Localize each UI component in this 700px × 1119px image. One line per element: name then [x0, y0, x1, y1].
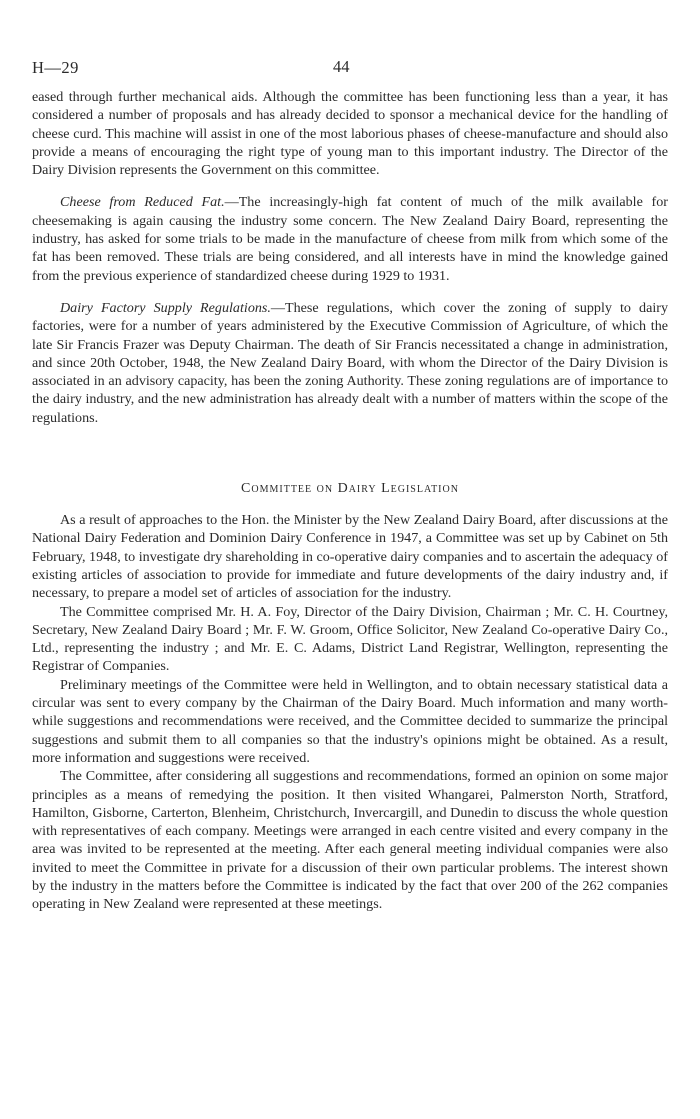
- paragraph-text: —These regulations, which cover the zoning of supply to dairy factories, were for a number of years administered by the Executive Commission of Agriculture, of which the late Sir Francis Frazer was Deputy Chairman. The death of Sir Francis necessitated a change in administration, and since 20th October, 1948, the New Zealand Dairy Board, with whom the Director of the Dairy Division is associated in an advisory capacity, has been the zoning Authority. These zoning regulations are of importance to the dairy industry, and the new administration has already dealt with a number of matters within the scope of the regulations.: [32, 299, 669, 426]
- paragraph-text: —The increasingly-high fat content of much of the milk available for cheesemaking is again causing the industry some concern. The New Zealand Dairy Board, representing the industry, has asked for some trials to be made in the manufacture of cheese from milk from which some of the fat has been removed. These trials are being considered, and all interests have in mind the knowledge gained from the previous experience of standardized cheese during 1929 to 1931.: [32, 194, 668, 284]
- document-page: [32, 0, 668, 914]
- report-reference: H—29: [32, 58, 79, 77]
- body-paragraph: [32, 299, 668, 427]
- body-paragraph: The Committee comprised Mr. H. A. Foy, Director of the Dairy Division, Chairman ; Mr. C. H. Courtney, Secretary, New Zealand Dairy Board ; Mr. F. W. Groom, Office Solicitor, New Zealand Co-operative Dairy Co., Ltd., representing the industry ; and Mr. E. C. Adams, District Land Registrar, Wellington, representing the Registrar of Companies.: [32, 603, 668, 675]
- body-paragraph: Preliminary meetings of the Committee were held in Wellington, and to obtain necessary statistical data a circular was sent to every company by the Chairman of the Dairy Board. Much information and many worth-while suggestions and recommendations were received, and the Committee decided to summarize the principal suggestions and submit them to all companies so that the industry's opinions might be obtained. As a result, more information and suggestions were received.: [32, 676, 668, 766]
- paragraph-lead: Cheese from Reduced Fat.: [60, 194, 225, 211]
- page-number: 44: [333, 57, 350, 76]
- body-paragraph: [32, 88, 668, 179]
- body-paragraph: As a result of approaches to the Hon. the Minister by the New Zealand Dairy Board, after discussions at the National Dairy Federation and Dominion Dairy Conference in 1947, a Committee was set up by Cabinet on 5th February, 1948, to investigate dry shareholding in co-operative dairy companies and to ascertain the adequacy of existing articles of association to provide for immediate and future developments of the dairy industry and, if necessary, to prepare a model set of articles of association for the industry.: [32, 512, 668, 602]
- body-paragraph: [32, 193, 668, 284]
- body-paragraph: The Committee, after considering all suggestions and recommendations, formed an opinion on some major principles as a means of remedying the position. It then visited Whangarei, Palmerston North, Stratford, Hamilton, Gisborne, Carterton, Blenheim, Christchurch, Invercargill, and Dunedin to discuss the whole question with representatives of each company. Meetings were arranged in each centre visited and every company in the area was invited to be represented at the meeting. After each general meeting individual companies were also invited to meet the Committee in private for a discussion of their own particular problems. The interest shown by the industry in the matters before the Committee is indicated by the fact that over 200 of the 262 companies operating in New Zealand were represented at these meetings.: [32, 768, 668, 913]
- paragraph-text: eased through further mechanical aids. Although the committee has been functioning less than a year, it has considered a number of proposals and has already decided to sponsor a mechanical device for the handling of cheese curd. This machine will assist in one of the most laborious phases of cheese-manufacture and should also provide a means of encouraging the right type of young man to this important industry. The Director of the Dairy Division represents the Government on this committee.: [32, 89, 668, 179]
- paragraph-lead: Dairy Factory Supply Regulations.: [60, 299, 271, 316]
- page-header: [32, 0, 668, 88]
- section-heading: Committee on Dairy Legislation: [241, 481, 459, 497]
